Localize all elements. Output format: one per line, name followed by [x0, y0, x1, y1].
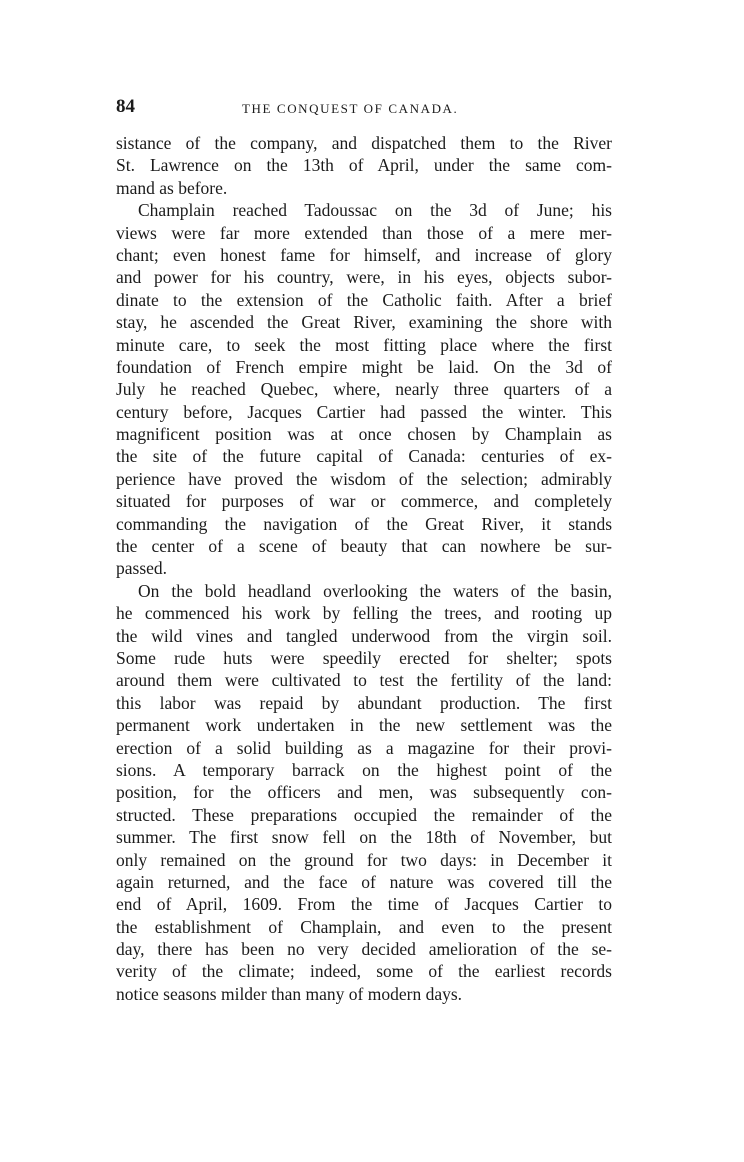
running-title: THE CONQUEST OF CANADA. — [242, 101, 459, 116]
text-line: St. Lawrence on the 13th of April, under the same com- — [116, 155, 612, 176]
paragraph-2 — [116, 199, 612, 580]
text-line: sistance of the company, and dispatched them to the River — [116, 133, 612, 153]
text-line: minute care, to seek the most fitting place where the first — [116, 334, 612, 355]
text-line: century before, Jacques Cartier had passed the winter. This — [116, 401, 612, 422]
text-line: the wild vines and tangled underwood from the virgin soil. — [116, 625, 612, 646]
text-line: magnificent position was at once chosen by Champlain as — [116, 424, 612, 445]
text-line: July he reached Quebec, where, nearly three quarters of a — [116, 379, 612, 400]
page-header — [116, 96, 612, 120]
text-line: verity of the climate; indeed, some of the earliest records — [116, 961, 612, 982]
text-line: stay, he ascended the Great River, examining the shore with — [116, 312, 612, 333]
text-line: permanent work undertaken in the new settlement was the — [116, 715, 612, 736]
paragraph-1 — [116, 132, 612, 199]
paragraph-3 — [116, 580, 612, 1005]
text-line: foundation of French empire might be laid. On the 3d of — [116, 356, 612, 377]
text-line: the establishment of Champlain, and even to the present — [116, 916, 612, 937]
text-line: only remained on the ground for two days: in December it — [116, 849, 612, 870]
text-line: commanding the navigation of the Great River, it stands — [116, 513, 612, 534]
text-line: the site of the future capital of Canada: centuries of ex- — [116, 446, 612, 467]
text-line: and power for his country, were, in his eyes, objects subor- — [116, 267, 612, 288]
text-line: summer. The first snow fell on the 18th of November, but — [116, 827, 612, 848]
text-line: views were far more extended than those of a mere mer- — [116, 222, 612, 243]
text-line: dinate to the extension of the Catholic faith. After a brief — [116, 289, 612, 310]
text-line: this labor was repaid by abundant production. The first — [116, 692, 612, 713]
text-line: perience have proved the wisdom of the selection; admirably — [116, 468, 612, 489]
text-line: chant; even honest fame for himself, and increase of glory — [116, 244, 612, 265]
page-number: 84 — [116, 96, 135, 117]
text-line: day, there has been no very decided amelioration of the se- — [116, 939, 612, 960]
text-line: passed. — [116, 558, 168, 579]
text-line: On the bold headland overlooking the waters of the basin, — [138, 580, 612, 601]
text-line: the center of a scene of beauty that can nowhere be sur- — [116, 536, 612, 557]
text-line: position, for the officers and men, was subsequently con- — [116, 782, 612, 803]
text-line: sions. A temporary barrack on the highest point of the — [116, 759, 612, 780]
text-line: erection of a solid building as a magazine for their provi- — [116, 737, 612, 758]
text-line: around them were cultivated to test the fertility of the land: — [116, 670, 612, 691]
text-line: Champlain reached Tadoussac on the 3d of June; his — [138, 200, 612, 221]
text-line: he commenced his work by felling the trees, and rooting up — [116, 603, 612, 624]
text-line: Some rude huts were speedily erected for shelter; spots — [116, 647, 612, 668]
text-line: situated for purposes of war or commerce, and completely — [116, 491, 612, 512]
body-text — [116, 132, 612, 1005]
text-line: end of April, 1609. From the time of Jacques Cartier to — [116, 894, 612, 915]
text-line: again returned, and the face of nature was covered till the — [116, 871, 612, 892]
text-line: structed. These preparations occupied the remainder of the — [116, 804, 612, 825]
text-line: notice seasons milder than many of modern days. — [116, 983, 463, 1004]
text-line: mand as before. — [116, 177, 228, 198]
